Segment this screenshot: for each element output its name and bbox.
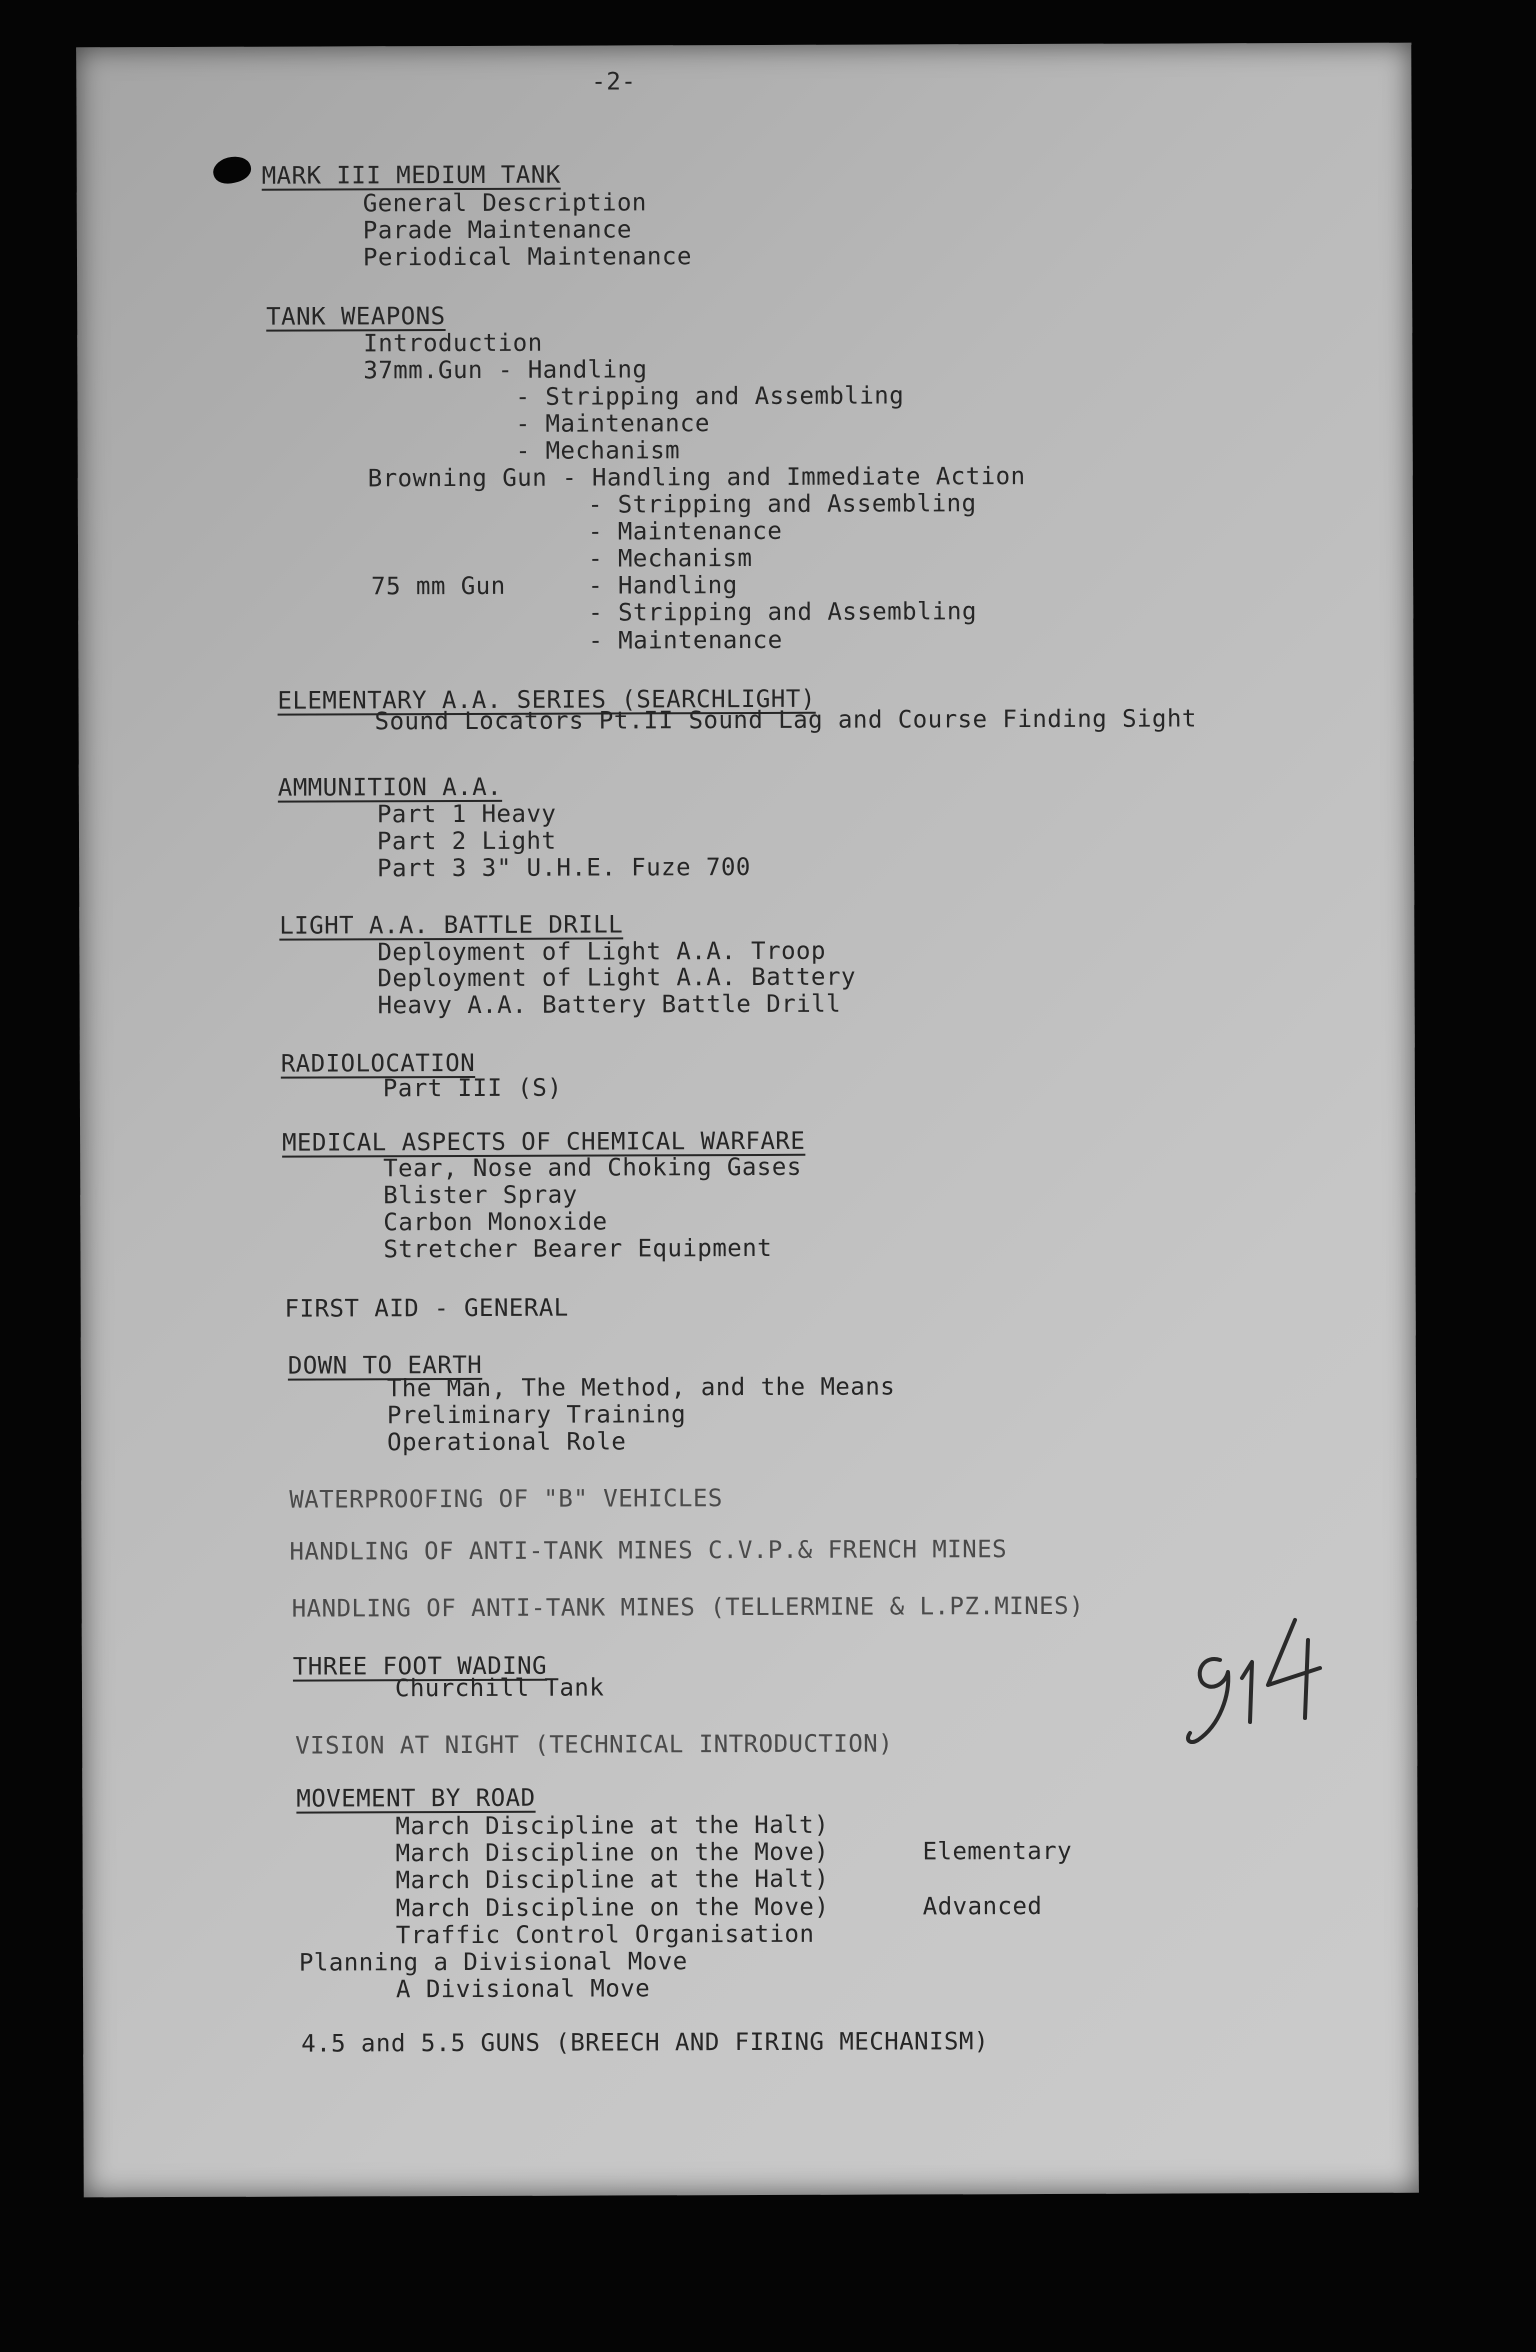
document-line: 4.5 and 5.5 GUNS (BREECH AND FIRING MECHANISM) <box>301 2027 989 2058</box>
document-line: Preliminary Training <box>386 1400 687 1430</box>
document-line: - Stripping and Assembling <box>515 381 905 411</box>
document-line: Stretcher Bearer Equipment <box>383 1233 773 1264</box>
document-line: - Stripping and Assembling <box>587 489 977 519</box>
document-line: Part 1 Heavy <box>376 799 557 829</box>
document-line: Part 2 Light <box>376 826 557 856</box>
document-line: 37mm.Gun - Handling <box>363 355 648 385</box>
document-line: Part 3 3" U.H.E. Fuze 700 <box>377 852 751 883</box>
document-line: March Discipline at the Halt) <box>395 1810 830 1841</box>
document-body <box>76 43 1411 2058</box>
section-heading: MARK III MEDIUM TANK <box>261 160 561 190</box>
document-line: Traffic Control Organisation <box>395 1919 815 1950</box>
document-line: Deployment of Light A.A. Troop <box>377 936 826 967</box>
document-line: Operational Role <box>387 1427 627 1457</box>
document-line: Deployment of Light A.A. Battery <box>377 962 856 993</box>
document-line: WATERPROOFING OF "B" VEHICLES <box>289 1484 723 1514</box>
document-line: Introduction <box>363 328 543 358</box>
document-line: Advanced <box>922 1891 1043 1921</box>
document-line: Carbon Monoxide <box>383 1207 608 1237</box>
document-line: Churchill Tank <box>394 1673 605 1703</box>
document-line: 75 mm Gun <box>371 571 506 601</box>
document-line: General Description <box>362 188 647 218</box>
document-line: Periodical Maintenance <box>362 242 692 272</box>
document-line: HANDLING OF ANTI-TANK MINES C.V.P.& FRENCH MINES <box>289 1535 1008 1566</box>
document-line: Elementary <box>922 1836 1073 1866</box>
document-line: Heavy A.A. Battery Battle Drill <box>377 989 842 1020</box>
section-heading: THREE FOOT WADING <box>292 1651 548 1681</box>
section-heading: LIGHT A.A. BATTLE DRILL <box>279 910 624 940</box>
document-line: - Handling <box>588 571 738 600</box>
document-line: Part III (S) <box>382 1073 563 1103</box>
document-line: - Maintenance <box>587 516 783 546</box>
handwritten-page-number <box>1180 1600 1350 1760</box>
document-line: VISION AT NIGHT (TECHNICAL INTRODUCTION) <box>295 1729 894 1760</box>
section-heading: DOWN TO EARTH <box>287 1350 483 1380</box>
document-line: - Mechanism <box>515 436 681 465</box>
section-heading: AMMUNITION A.A. <box>277 772 503 802</box>
section-heading: MEDICAL ASPECTS OF CHEMICAL WARFARE <box>282 1126 806 1157</box>
document-line: Parade Maintenance <box>362 215 633 245</box>
document-line: - Mechanism <box>587 543 753 573</box>
document-line: Blister Spray <box>383 1180 578 1210</box>
section-heading: RADIOLOCATION <box>280 1048 476 1078</box>
document-line: Browning Gun - Handling and Immediate Action <box>367 462 1026 493</box>
document-line: Sound Locators Pt.II Sound Lag and Course Finding Sight <box>374 704 1197 736</box>
section-heading: MOVEMENT BY ROAD <box>296 1783 536 1813</box>
document-line: March Discipline on the Move) <box>395 1892 830 1923</box>
document-line: FIRST AID - GENERAL <box>284 1293 569 1323</box>
document-line: HANDLING OF ANTI-TANK MINES (TELLERMINE & L.PZ.MINES) <box>291 1591 1085 1623</box>
document-line: Planning a Divisional Move <box>298 1947 688 1977</box>
document-line: - Maintenance <box>588 625 783 655</box>
document-line: The Man, The Method, and the Means <box>386 1372 896 1403</box>
section-heading: ELEMENTARY A.A. SERIES (SEARCHLIGHT) <box>277 684 816 715</box>
document-line: - Maintenance <box>515 409 710 438</box>
document-line: - Stripping and Assembling <box>588 597 977 627</box>
document-line: March Discipline on the Move) <box>395 1837 830 1868</box>
document-line: March Discipline at the Halt) <box>395 1864 830 1895</box>
page-number: -2- <box>591 67 637 96</box>
document-line: A Divisional Move <box>395 1974 651 2004</box>
section-heading: TANK WEAPONS <box>266 302 446 331</box>
document-line: Tear, Nose and Choking Gases <box>383 1152 802 1183</box>
document-page <box>76 43 1418 2198</box>
